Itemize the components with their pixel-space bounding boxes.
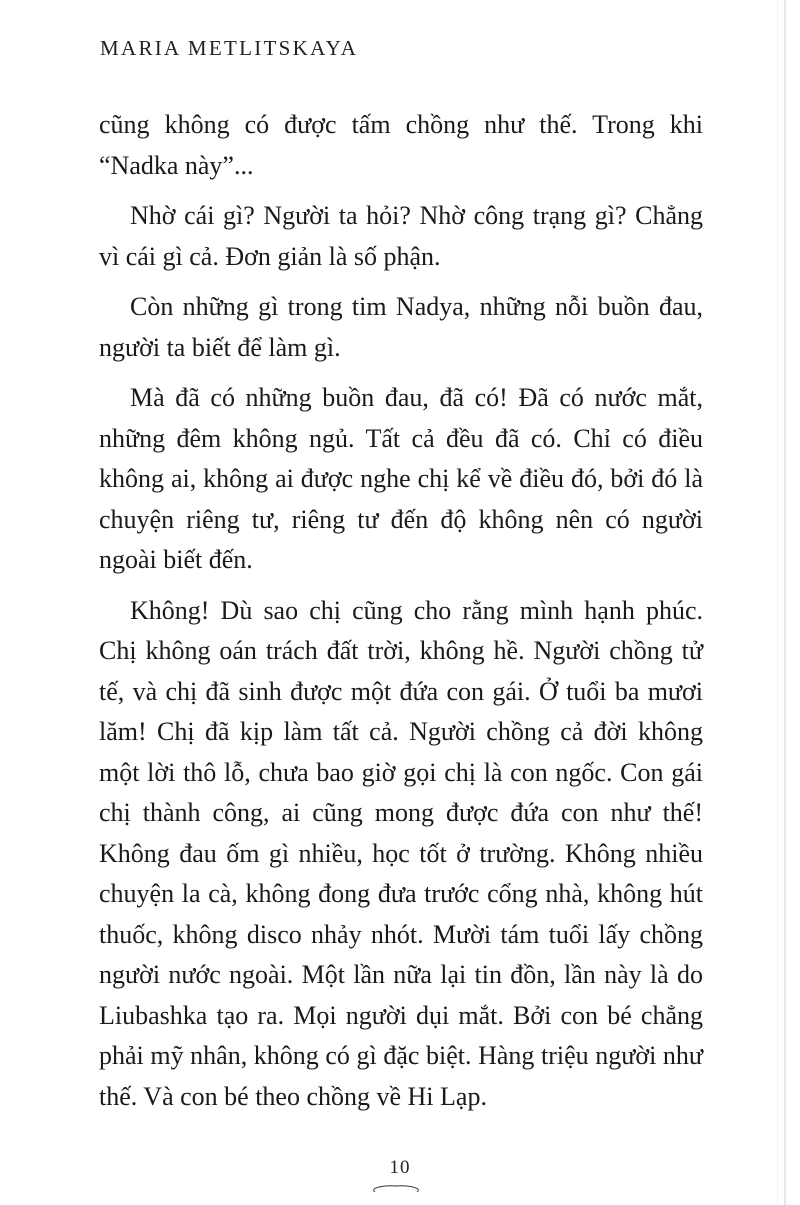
- paragraph: Không! Dù sao chị cũng cho rằng mình hạnh phúc. Chị không oán trách đất trời, không hề. Người chồng tử tế, và chị đã sinh được một đứa con gái. Ở tuổi ba mươi lăm! Chị đã kịp làm tất cả. Người chồng cả đời không một lời thô lỗ, chưa bao giờ gọi chị là con ngốc. Con gái chị thành công, ai cũng mong được đứa con như thế! Không đau ốm gì nhiều, học tốt ở trường. Không nhiều chuyện la cà, không đong đưa trước cổng nhà, không hút thuốc, không disco nhảy nhót. Mười tám tuổi lấy chồng người nước ngoài. Một lần nữa lại tin đồn, lần này là do Liubashka tạo ra. Mọi người dụi mắt. Bởi con bé chẳng phải mỹ nhân, không có gì đặc biệt. Hàng triệu người như thế. Và con bé theo chồng về Hi Lạp.: [99, 595, 703, 1111]
- body-text: [99, 105, 703, 1117]
- running-head: MARIA METLITSKAYA: [100, 36, 359, 60]
- page-edge-inner: [777, 0, 778, 1205]
- paragraph: Nhờ cái gì? Người ta hỏi? Nhờ công trạng gì? Chẳng vì cái gì cả. Đơn giản là số phận.: [99, 201, 703, 271]
- paragraph: Còn những gì trong tim Nadya, những nỗi buồn đau, người ta biết để làm gì.: [99, 292, 703, 362]
- folio-flourish-icon: [371, 1183, 421, 1193]
- page-number: 10: [389, 1157, 411, 1178]
- page-edge: [784, 0, 786, 1205]
- paragraph: cũng không có được tấm chồng như thế. Trong khi “Nadka này”...: [99, 110, 703, 180]
- paragraph: Mà đã có những buồn đau, đã có! Đã có nước mắt, những đêm không ngủ. Tất cả đều đã có. Chỉ có điều không ai, không ai được nghe chị kể về điều đó, bởi đó là chuyện riêng tư, riêng tư đến độ không nên có người ngoài biết đến.: [99, 383, 703, 574]
